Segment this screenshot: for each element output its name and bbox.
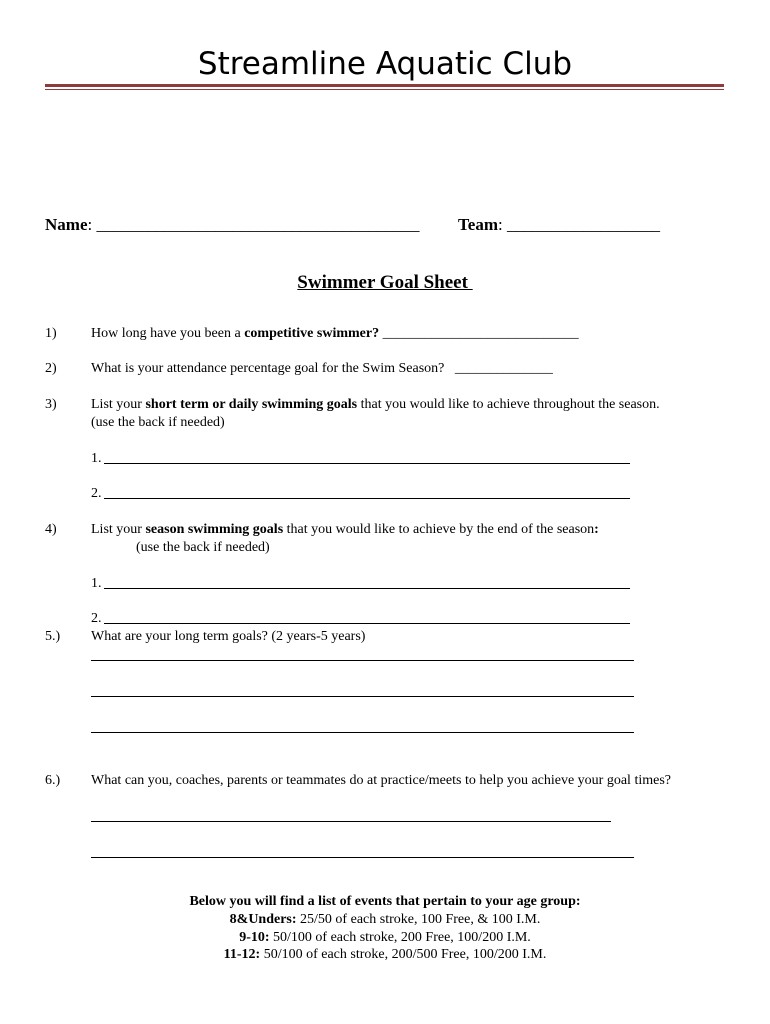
team-field[interactable]	[458, 215, 660, 235]
q5-number: 5.)	[45, 629, 61, 644]
q5-answer-line-3[interactable]	[91, 732, 634, 733]
events-group-9-10: 9-10: 50/100 of each stroke, 200 Free, 100/200 I.M.	[239, 930, 531, 945]
q5-answer-line-2[interactable]	[91, 696, 634, 697]
q6-answer-line-2[interactable]	[91, 857, 634, 858]
name-blank[interactable]: : ______________________________________	[87, 215, 420, 234]
team-blank[interactable]: : __________________	[498, 215, 660, 234]
q3-item-1-label: 1.	[91, 451, 102, 466]
q3-note: (use the back if needed)	[91, 415, 225, 430]
q5-answer-line-1[interactable]	[91, 660, 634, 661]
events-group-11-12: 11-12: 50/100 of each stroke, 200/500 Free, 100/200 I.M.	[223, 947, 547, 962]
header-rule-thick	[45, 84, 724, 87]
q6-number: 6.)	[45, 773, 61, 788]
events-heading: Below you will find a list of events that pertain to your age group:	[189, 894, 581, 909]
name-label: Name	[45, 215, 88, 234]
q1-number: 1)	[45, 326, 57, 341]
club-title: Streamline Aquatic Club	[197, 46, 573, 82]
q4-item-2-line[interactable]	[104, 623, 630, 624]
q3-number: 3)	[45, 397, 57, 412]
q2-number: 2)	[45, 361, 57, 376]
header-rule-thin	[45, 89, 724, 90]
q4-item-2-label: 2.	[91, 611, 102, 626]
team-label: Team	[458, 215, 498, 234]
q6-text: What can you, coaches, parents or teammates do at practice/meets to help you achieve your goal times?	[91, 773, 671, 788]
q5-text: What are your long term goals? (2 years-5 years)	[91, 629, 366, 644]
q4-item-1-line[interactable]	[104, 588, 630, 589]
q4-item-1-label: 1.	[91, 576, 102, 591]
q4-number: 4)	[45, 522, 57, 537]
q4-note: (use the back if needed)	[136, 540, 270, 555]
q3-item-2-label: 2.	[91, 486, 102, 501]
name-field[interactable]	[45, 215, 419, 235]
events-group-8u: 8&Unders: 25/50 of each stroke, 100 Free, & 100 I.M.	[229, 912, 541, 927]
q1-text: How long have you been a competitive swimmer? ____________________________	[91, 326, 579, 341]
q3-text: List your short term or daily swimming goals that you would like to achieve throughout the season.	[91, 397, 660, 412]
q1-answer-blank[interactable]: ____________________________	[379, 326, 579, 341]
q4-text: List your season swimming goals that you would like to achieve by the end of the season:	[91, 522, 599, 537]
q2-text: What is your attendance percentage goal for the Swim Season? ______________	[91, 361, 553, 376]
q3-item-2-line[interactable]	[104, 498, 630, 499]
q6-answer-line-1[interactable]	[91, 821, 611, 822]
sheet-title: Swimmer Goal Sheet	[297, 272, 473, 293]
q3-item-1-line[interactable]	[104, 463, 630, 464]
